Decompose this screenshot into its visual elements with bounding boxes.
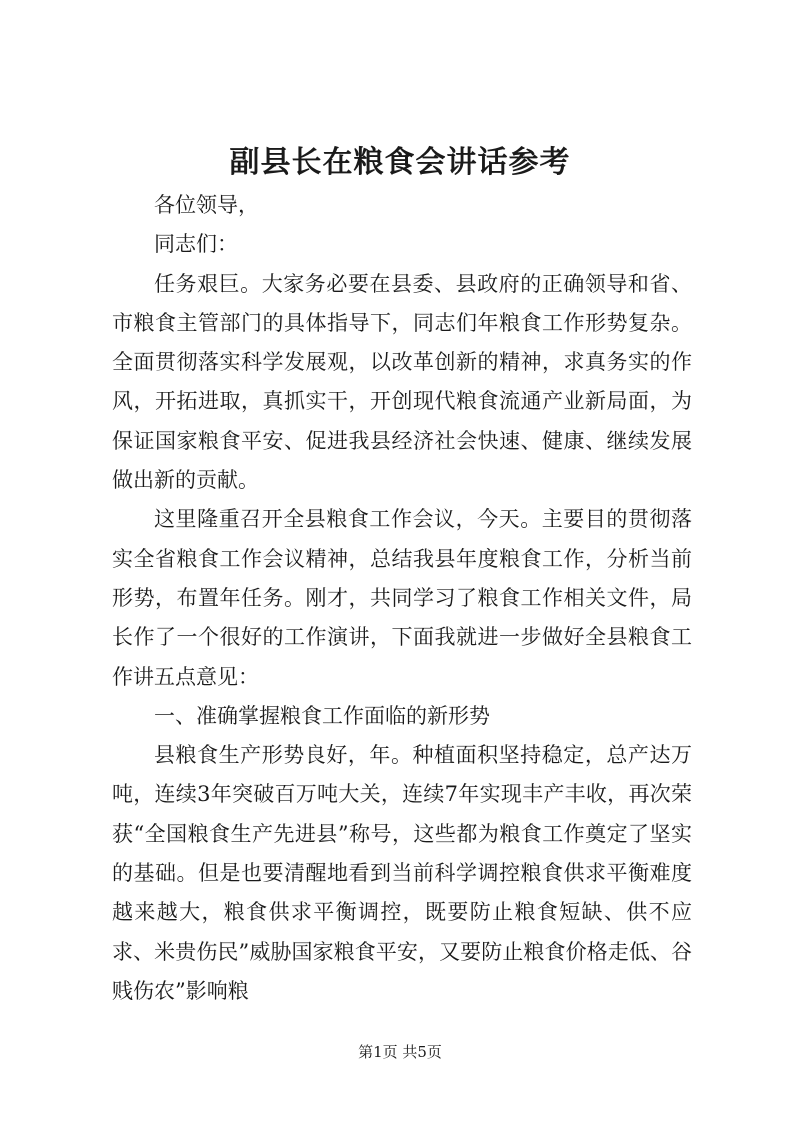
page-footer: 第1页 共5页: [358, 1043, 442, 1061]
document-body: [112, 186, 692, 1011]
salutation-leaders: 各位领导，: [154, 193, 259, 217]
section-heading-1: 一、准确掌握粮食工作面临的新形势: [154, 703, 490, 728]
paragraph-production-situation: 县粮食生产形势良好，年。种植面积坚持稳定，总产达万吨，连续3年突破百万吨大关，连续7年实现丰产丰收，再次荣获“全国粮食生产先进县”称号，这些都为粮食工作奠定了坚实的基础。但是也要清醒地看到当前科学调控粮食供求平衡难度越来越大，粮食供求平衡调控，既要防止粮食短缺、供不应求、米贵伤民”威胁国家粮食平安，又要防止粮食价格走低、谷贱伤农”影响粮: [112, 743, 692, 1003]
salutation-comrades: 同志们：: [154, 232, 238, 257]
document-title: 副县长在粮食会讲话参考: [229, 145, 571, 180]
paragraph-meeting-purpose: 这里隆重召开全县粮食工作会议，今天。主要目的贯彻落实全省粮食工作会议精神，总结我县年度粮食工作，分析当前形势，布置年任务。刚才，共同学习了粮食工作相关文件，局长作了一个很好的工作演讲，下面我就进一步做好全县粮食工作讲五点意见：: [112, 507, 692, 689]
paragraph-task: 任务艰巨。大家务必要在县委、县政府的正确领导和省、市粮食主管部门的具体指导下，同志们年粮食工作形势复杂。全面贯彻落实科学发展观，以改革创新的精神，求真务实的作风，开拓进取，真抓实干，开创现代粮食流通产业新局面，为保证国家粮食平安、促进我县经济社会快速、健康、继续发展做出新的贡献。: [112, 271, 692, 493]
